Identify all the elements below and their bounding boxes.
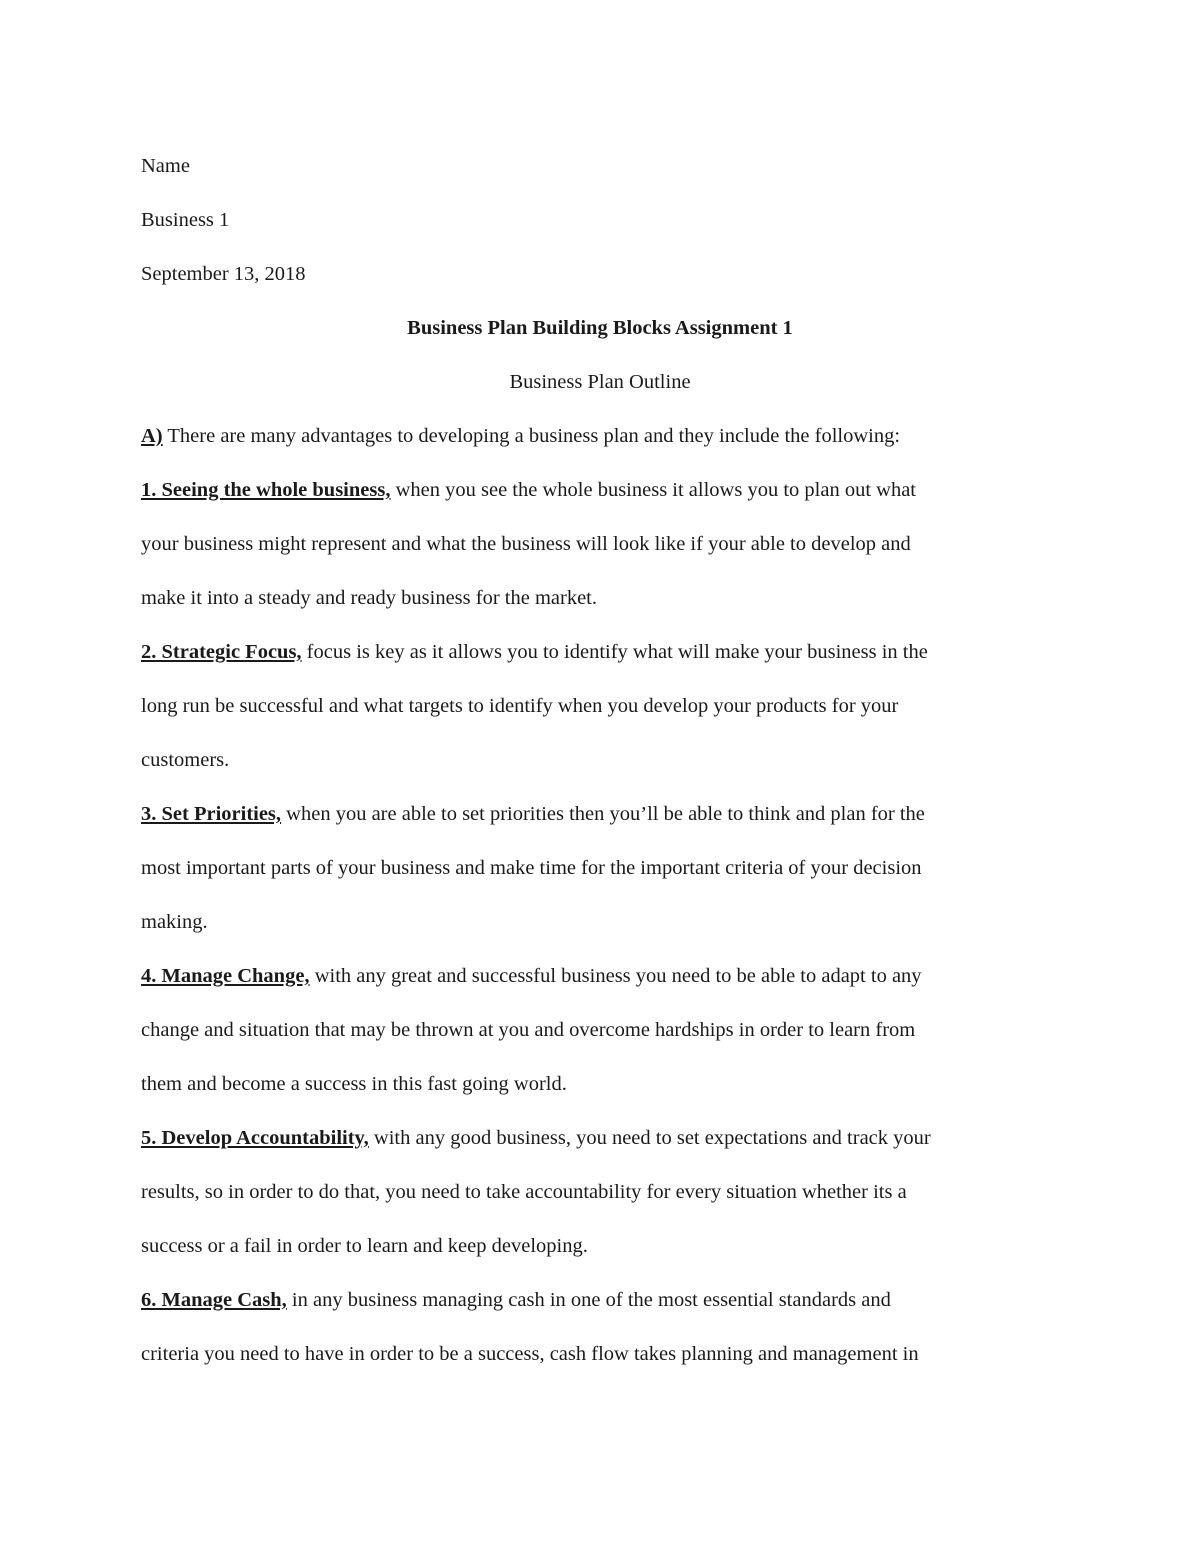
intro-paragraph — [141, 409, 1061, 463]
item-1-line-2: your business might represent and what the business will look like if your able to develop and — [141, 533, 911, 555]
item-5-line-3: success or a fail in order to learn and keep developing. — [141, 1235, 588, 1257]
document-subtitle: Business Plan Outline — [509, 371, 691, 393]
item-5-line-1 — [141, 1111, 1061, 1165]
item-4-text: with any great and successful business you need to be able to adapt to any — [309, 965, 922, 987]
document-title: Business Plan Building Blocks Assignment 1 — [407, 317, 793, 339]
item-4-line-3: them and become a success in this fast going world. — [141, 1073, 567, 1095]
item-3-label: 3. Set Priorities, — [141, 803, 282, 825]
item-2-text: focus is key as it allows you to identify what will make your business in the — [301, 641, 928, 663]
item-1-line-1 — [141, 463, 1061, 517]
item-2-line-3: customers. — [141, 749, 230, 771]
intro-text: There are many advantages to developing a business plan and they include the following: — [162, 425, 901, 447]
item-5-text: with any good business, you need to set expectations and track your — [368, 1127, 931, 1149]
item-3-line-2: most important parts of your business and make time for the important criteria of your decision — [141, 857, 922, 879]
item-6-label: 6. Manage Cash, — [141, 1289, 287, 1311]
item-4-line-1 — [141, 949, 1061, 1003]
student-name: Name — [141, 155, 190, 177]
item-6-text: in any business managing cash in one of the most essential standards and — [286, 1289, 891, 1311]
item-4-label: 4. Manage Change, — [141, 965, 310, 987]
item-3-text: when you are able to set priorities then you’ll be able to think and plan for the — [281, 803, 925, 825]
item-2-label: 2. Strategic Focus, — [141, 641, 302, 663]
item-5-line-2: results, so in order to do that, you need to take accountability for every situation whether its a — [141, 1181, 907, 1203]
course-name: Business 1 — [141, 209, 230, 231]
item-2-line-1 — [141, 625, 1061, 679]
item-1-label: 1. Seeing the whole business, — [141, 479, 391, 501]
item-5-label: 5. Develop Accountability, — [141, 1127, 369, 1149]
item-1-line-3: make it into a steady and ready business for the market. — [141, 587, 597, 609]
assignment-date: September 13, 2018 — [141, 263, 306, 285]
document-body — [141, 139, 1061, 1381]
item-2-line-2: long run be successful and what targets to identify when you develop your products for your — [141, 695, 899, 717]
item-6-line-1 — [141, 1273, 1061, 1327]
item-3-line-3: making. — [141, 911, 208, 933]
intro-label: A) — [141, 425, 163, 447]
item-6-line-2: criteria you need to have in order to be a success, cash flow takes planning and management in — [141, 1343, 919, 1365]
item-1-text: when you see the whole business it allows you to plan out what — [390, 479, 916, 501]
item-3-line-1 — [141, 787, 1061, 841]
item-4-line-2: change and situation that may be thrown at you and overcome hardships in order to learn from — [141, 1019, 916, 1041]
